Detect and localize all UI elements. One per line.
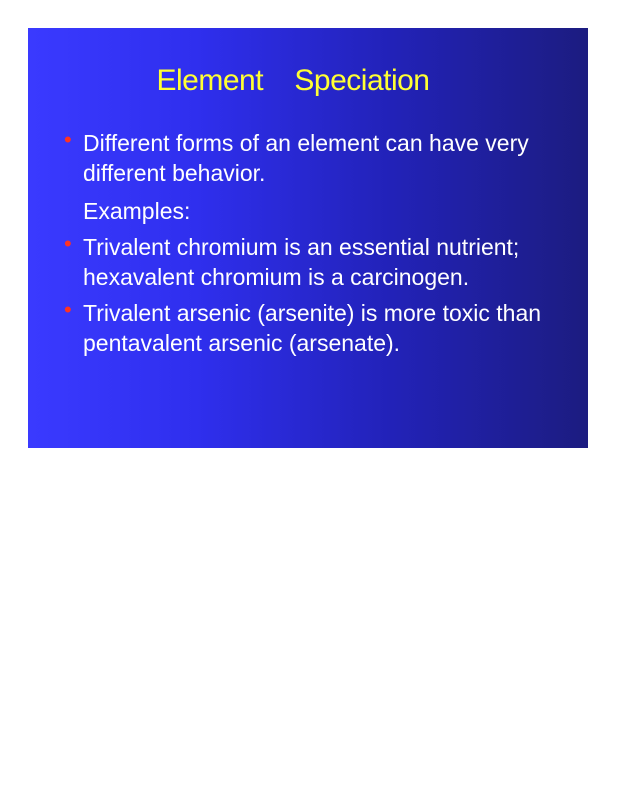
slide-title: Element Speciation <box>156 64 430 97</box>
bullet-item <box>64 297 553 358</box>
bullet-text: Trivalent arsenic (arsenite) is more toxic than pentavalent arsenic (arsenate). <box>83 300 542 356</box>
bullet-text: Trivalent chromium is an essential nutrient; hexavalent chromium is a carcinogen. <box>83 234 520 290</box>
bullet-item <box>64 231 553 292</box>
slide-body <box>64 127 553 358</box>
bullet-icon: • <box>64 127 72 152</box>
examples-label: Examples: <box>83 198 191 224</box>
slide <box>28 28 588 448</box>
bullet-text: Different forms of an element can have very different behavior. <box>83 130 529 186</box>
bullet-icon: • <box>64 297 72 322</box>
bullet-icon: • <box>64 231 72 256</box>
bullet-item <box>64 127 553 188</box>
